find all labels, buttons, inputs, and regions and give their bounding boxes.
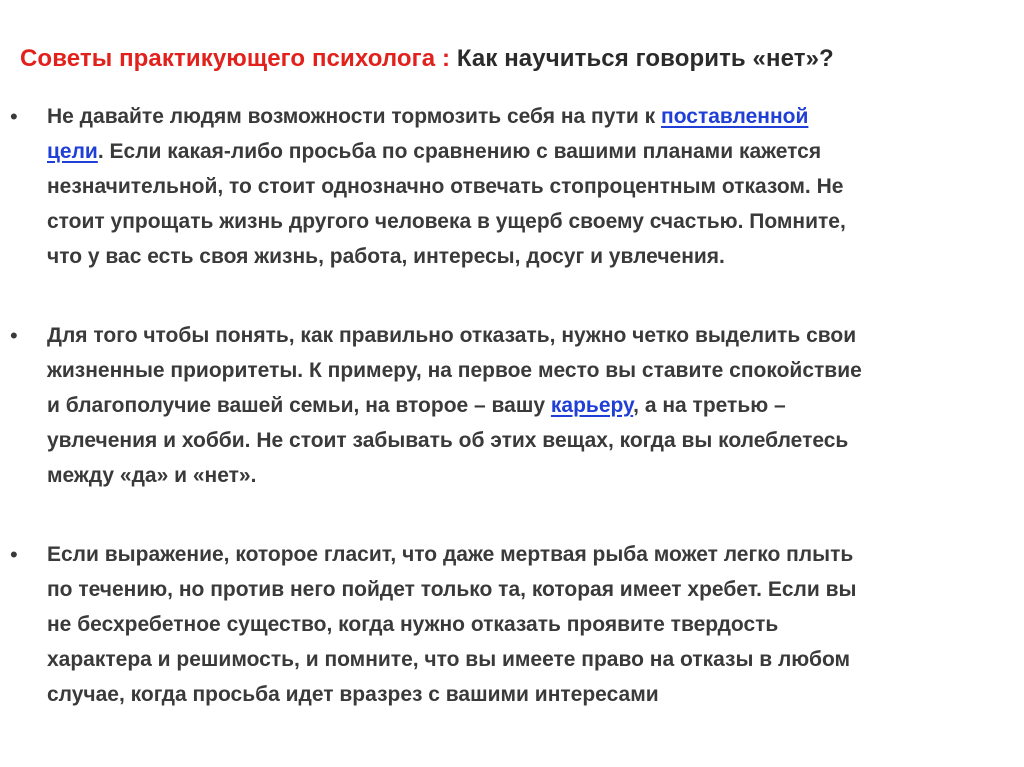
text-line: Для того чтобы понять, как правильно отказать, нужно четко выделить свои [47, 324, 857, 347]
text-line: характера и решимость, и помните, что вы имеете право на отказы в любом [47, 648, 851, 671]
text-line: жизненные приоритеты. К примеру, на первое место вы ставите спокойствие [47, 359, 862, 382]
text-line [47, 388, 1012, 423]
slide-title [20, 40, 1020, 78]
text-line: не бесхребетное существо, когда нужно отказать проявите твердость [47, 613, 779, 636]
text-line: незначительной, то стоит однозначно отвечать стопроцентным отказом. Не [47, 175, 844, 198]
text-line: по течению, но против него пойдет только та, которая имеет хребет. Если вы [47, 578, 857, 601]
link-goal[interactable]: поставленной [661, 105, 809, 128]
title-main: Как научиться говорить «нет»? [456, 45, 834, 72]
text-line: Если выражение, которое гласит, что даже мертвая рыба может легко плыть [47, 543, 854, 566]
title-prefix: Советы практикующего психолога : [20, 45, 457, 72]
text-line [47, 99, 1012, 134]
text-segment: , а на третью – [633, 394, 786, 417]
bullet-dot-icon: • [10, 104, 18, 129]
text-line [47, 134, 1012, 169]
link-career[interactable]: карьеру [550, 394, 634, 417]
link-goal-continued[interactable]: цели [47, 140, 98, 163]
bullet-text [47, 318, 1012, 493]
text-line: что у вас есть своя жизнь, работа, интересы, досуг и увлечения. [47, 245, 725, 268]
text-line: случае, когда просьба идет вразрез с вашими интересами [47, 683, 659, 706]
bullet-text [47, 99, 1012, 274]
text-segment: Не давайте людям возможности тормозить себя на пути к [47, 105, 662, 128]
bullet-dot-icon: • [10, 542, 18, 567]
text-line: стоит упрощать жизнь другого человека в ущерб своему счастью. Помните, [47, 210, 846, 233]
text-segment: . Если какая-либо просьба по сравнению с вашими планами кажется [97, 140, 822, 163]
bullet-dot-icon: • [10, 323, 18, 348]
text-line: увлечения и хобби. Не стоит забывать об этих вещах, когда вы колеблетесь [47, 429, 849, 452]
text-segment: и благополучие вашей семьи, на второе – вашу [47, 394, 551, 417]
bullet-text [47, 537, 1012, 712]
text-line: между «да» и «нет». [47, 464, 257, 487]
